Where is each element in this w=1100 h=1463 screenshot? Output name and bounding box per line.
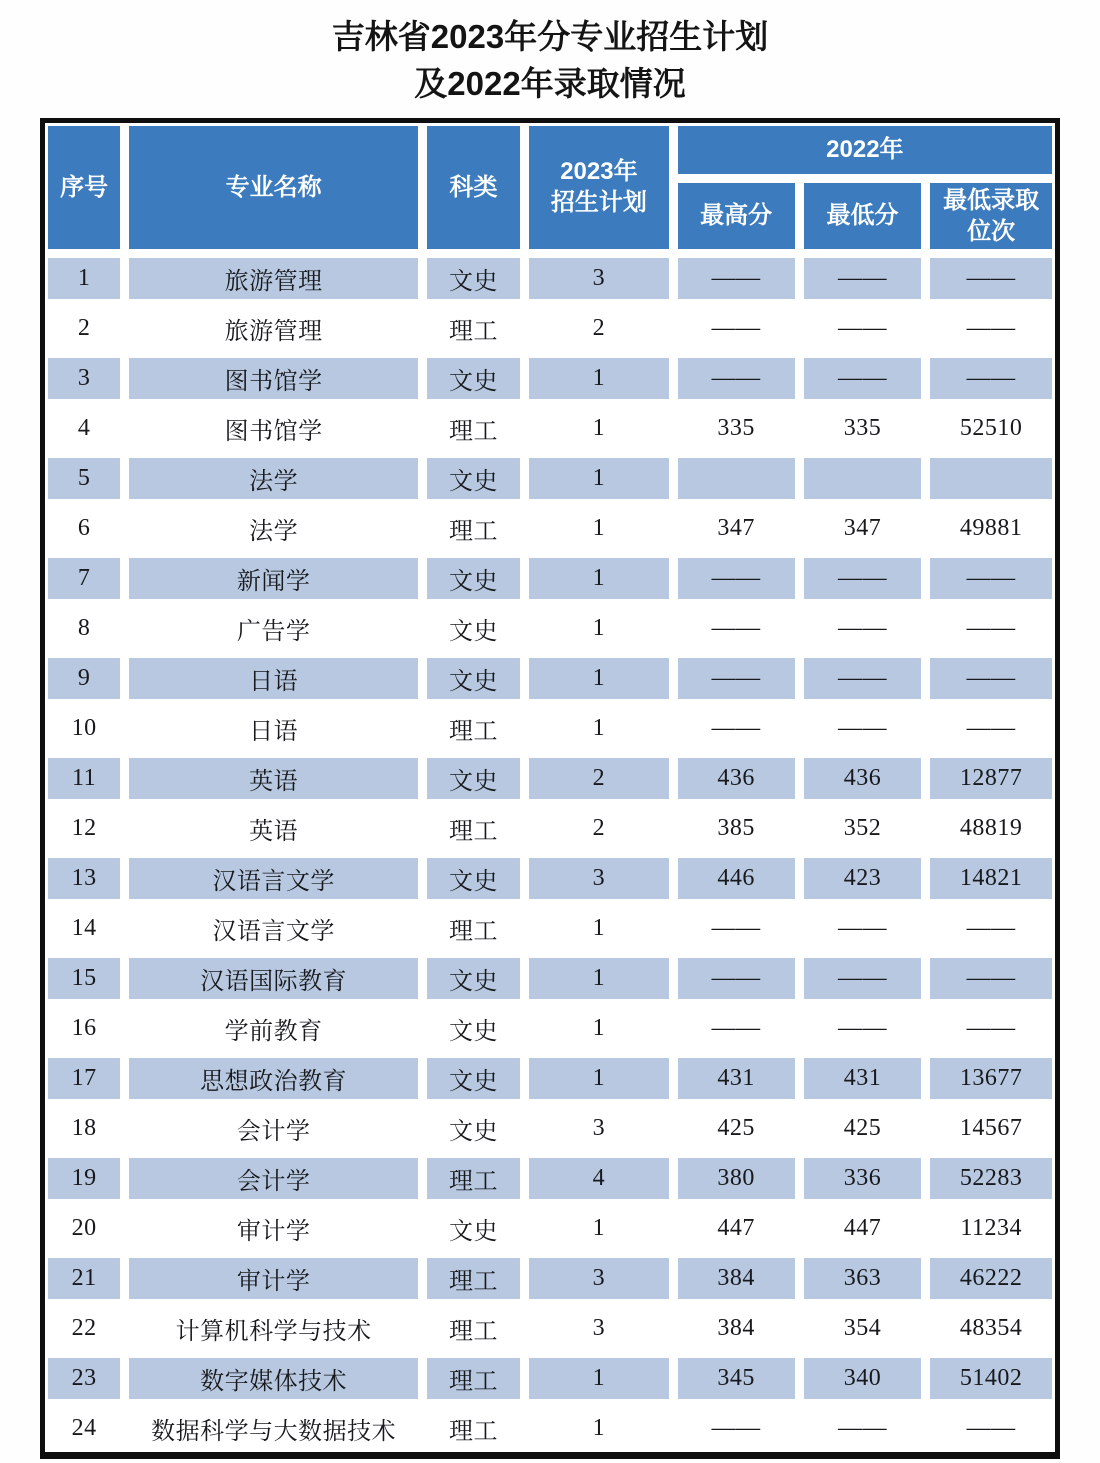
- cell-category: 理工: [427, 508, 520, 549]
- cell-plan-2023: 1: [529, 458, 669, 499]
- table-row: [48, 608, 1052, 649]
- cell-max-score: ——: [678, 308, 795, 349]
- cell-category: 理工: [427, 1358, 520, 1399]
- cell-no: 2: [48, 308, 120, 349]
- column-header-min-rank-line2: 位次: [967, 217, 1016, 245]
- cell-major: 广告学: [129, 608, 418, 649]
- cell-min-rank: ——: [930, 258, 1052, 299]
- cell-min-rank: 51402: [930, 1358, 1052, 1399]
- table-row: [48, 558, 1052, 599]
- cell-min-score: ——: [804, 958, 922, 999]
- cell-max-score: 385: [678, 808, 795, 849]
- cell-plan-2023: 1: [529, 558, 669, 599]
- table-row: [48, 1358, 1052, 1399]
- cell-category: 理工: [427, 908, 520, 949]
- cell-major: 旅游管理: [129, 308, 418, 349]
- cell-plan-2023: 2: [529, 308, 669, 349]
- cell-min-score: ——: [804, 658, 922, 699]
- cell-category: 文史: [427, 458, 520, 499]
- cell-major: 汉语言文学: [129, 908, 418, 949]
- table-row: [48, 1208, 1052, 1249]
- column-header-plan-2023-line1: 2023年: [560, 158, 638, 186]
- cell-min-rank: 14567: [930, 1108, 1052, 1149]
- cell-major: 审计学: [129, 1208, 418, 1249]
- table-row: [48, 258, 1052, 299]
- cell-major: 图书馆学: [129, 358, 418, 399]
- cell-no: 13: [48, 858, 120, 899]
- cell-category: 文史: [427, 1208, 520, 1249]
- cell-plan-2023: 3: [529, 1308, 669, 1349]
- cell-max-score: ——: [678, 558, 795, 599]
- cell-category: 文史: [427, 958, 520, 999]
- cell-min-score: 447: [804, 1208, 922, 1249]
- cell-no: 11: [48, 758, 120, 799]
- cell-min-rank: ——: [930, 358, 1052, 399]
- cell-no: 14: [48, 908, 120, 949]
- cell-plan-2023: 1: [529, 708, 669, 749]
- admissions-table-frame: [40, 118, 1060, 1459]
- cell-plan-2023: 1: [529, 1058, 669, 1099]
- cell-major: 审计学: [129, 1258, 418, 1299]
- cell-plan-2023: 1: [529, 608, 669, 649]
- cell-major: 计算机科学与技术: [129, 1308, 418, 1349]
- column-header-min-rank-line1: 最低录取: [943, 186, 1040, 214]
- cell-min-score: [804, 458, 922, 499]
- column-header-plan-2023: [529, 126, 669, 249]
- cell-no: 10: [48, 708, 120, 749]
- cell-min-rank: 14821: [930, 858, 1052, 899]
- cell-no: 15: [48, 958, 120, 999]
- table-row: [48, 1308, 1052, 1349]
- cell-plan-2023: 1: [529, 1408, 669, 1449]
- cell-no: 5: [48, 458, 120, 499]
- table-row: [48, 1258, 1052, 1299]
- table-row: [48, 1008, 1052, 1049]
- cell-plan-2023: 1: [529, 958, 669, 999]
- cell-min-score: 425: [804, 1108, 922, 1149]
- table-row: [48, 1058, 1052, 1099]
- cell-major: 会计学: [129, 1108, 418, 1149]
- table-row: [48, 808, 1052, 849]
- cell-plan-2023: 2: [529, 758, 669, 799]
- cell-major: 学前教育: [129, 1008, 418, 1049]
- table-row: [48, 308, 1052, 349]
- cell-plan-2023: 1: [529, 508, 669, 549]
- cell-category: 文史: [427, 758, 520, 799]
- cell-major: 数据科学与大数据技术: [129, 1408, 418, 1449]
- cell-plan-2023: 2: [529, 808, 669, 849]
- cell-max-score: 384: [678, 1258, 795, 1299]
- cell-no: 1: [48, 258, 120, 299]
- cell-major: 汉语言文学: [129, 858, 418, 899]
- cell-min-rank: ——: [930, 958, 1052, 999]
- cell-no: 21: [48, 1258, 120, 1299]
- cell-min-rank: ——: [930, 708, 1052, 749]
- cell-no: 8: [48, 608, 120, 649]
- cell-max-score: ——: [678, 658, 795, 699]
- cell-no: 20: [48, 1208, 120, 1249]
- column-header-category: 科类: [427, 126, 520, 249]
- cell-min-score: 436: [804, 758, 922, 799]
- cell-min-score: 347: [804, 508, 922, 549]
- table-row: [48, 358, 1052, 399]
- cell-min-score: ——: [804, 308, 922, 349]
- cell-max-score: ——: [678, 958, 795, 999]
- cell-max-score: 380: [678, 1158, 795, 1199]
- cell-min-score: 431: [804, 1058, 922, 1099]
- cell-no: 6: [48, 508, 120, 549]
- column-header-plan-2023-line2: 招生计划: [550, 189, 647, 217]
- table-row: [48, 858, 1052, 899]
- cell-min-score: ——: [804, 558, 922, 599]
- cell-major: 图书馆学: [129, 408, 418, 449]
- cell-max-score: 447: [678, 1208, 795, 1249]
- column-header-min-score: 最低分: [804, 183, 922, 249]
- cell-plan-2023: 1: [529, 1208, 669, 1249]
- table-row: [48, 508, 1052, 549]
- cell-major: 日语: [129, 658, 418, 699]
- cell-min-rank: ——: [930, 908, 1052, 949]
- cell-min-rank: ——: [930, 1008, 1052, 1049]
- cell-major: 汉语国际教育: [129, 958, 418, 999]
- cell-max-score: ——: [678, 358, 795, 399]
- cell-max-score: 431: [678, 1058, 795, 1099]
- table-row: [48, 1158, 1052, 1199]
- cell-no: 19: [48, 1158, 120, 1199]
- cell-no: 3: [48, 358, 120, 399]
- cell-category: 理工: [427, 1158, 520, 1199]
- cell-category: 文史: [427, 1108, 520, 1149]
- cell-no: 17: [48, 1058, 120, 1099]
- cell-plan-2023: 3: [529, 1258, 669, 1299]
- cell-min-rank: ——: [930, 1408, 1052, 1449]
- cell-min-rank: 46222: [930, 1258, 1052, 1299]
- column-header-no: 序号: [48, 126, 120, 249]
- table-row: [48, 458, 1052, 499]
- cell-min-rank: ——: [930, 558, 1052, 599]
- cell-min-rank: 11234: [930, 1208, 1052, 1249]
- cell-category: 理工: [427, 808, 520, 849]
- column-header-year-2022: 2022年: [678, 126, 1052, 174]
- cell-category: 文史: [427, 258, 520, 299]
- cell-plan-2023: 1: [529, 358, 669, 399]
- table-row: [48, 1408, 1052, 1449]
- cell-min-rank: 52283: [930, 1158, 1052, 1199]
- cell-max-score: ——: [678, 1408, 795, 1449]
- cell-min-score: ——: [804, 1408, 922, 1449]
- cell-no: 4: [48, 408, 120, 449]
- cell-max-score: ——: [678, 258, 795, 299]
- cell-min-score: 340: [804, 1358, 922, 1399]
- table-row: [48, 658, 1052, 699]
- column-header-min-rank: [930, 183, 1052, 249]
- cell-max-score: ——: [678, 908, 795, 949]
- page-title: [0, 0, 1100, 108]
- page-title-line2: 及2022年录取情况: [414, 64, 686, 102]
- table-row: [48, 908, 1052, 949]
- table-row: [48, 1108, 1052, 1149]
- cell-plan-2023: 3: [529, 858, 669, 899]
- cell-category: 理工: [427, 308, 520, 349]
- admissions-table: [40, 118, 1060, 1458]
- cell-category: 文史: [427, 1008, 520, 1049]
- cell-min-rank: ——: [930, 608, 1052, 649]
- cell-category: 理工: [427, 408, 520, 449]
- column-header-major: 专业名称: [129, 126, 418, 249]
- cell-no: 9: [48, 658, 120, 699]
- cell-min-rank: 12877: [930, 758, 1052, 799]
- cell-min-score: 352: [804, 808, 922, 849]
- cell-plan-2023: 1: [529, 408, 669, 449]
- cell-category: 理工: [427, 1308, 520, 1349]
- cell-plan-2023: 1: [529, 1008, 669, 1049]
- cell-min-rank: 13677: [930, 1058, 1052, 1099]
- cell-major: 法学: [129, 458, 418, 499]
- cell-min-score: 354: [804, 1308, 922, 1349]
- column-header-max-score: 最高分: [678, 183, 795, 249]
- cell-no: 7: [48, 558, 120, 599]
- cell-major: 英语: [129, 808, 418, 849]
- table-row: [48, 408, 1052, 449]
- cell-max-score: 335: [678, 408, 795, 449]
- cell-min-rank: 48354: [930, 1308, 1052, 1349]
- cell-min-rank: 49881: [930, 508, 1052, 549]
- cell-max-score: ——: [678, 1008, 795, 1049]
- cell-plan-2023: 3: [529, 258, 669, 299]
- cell-major: 法学: [129, 508, 418, 549]
- cell-min-score: 363: [804, 1258, 922, 1299]
- cell-category: 文史: [427, 558, 520, 599]
- cell-min-score: ——: [804, 1008, 922, 1049]
- cell-no: 16: [48, 1008, 120, 1049]
- cell-category: 文史: [427, 358, 520, 399]
- cell-plan-2023: 1: [529, 1358, 669, 1399]
- cell-max-score: [678, 458, 795, 499]
- cell-min-score: ——: [804, 608, 922, 649]
- cell-no: 12: [48, 808, 120, 849]
- cell-max-score: ——: [678, 708, 795, 749]
- cell-major: 会计学: [129, 1158, 418, 1199]
- cell-max-score: ——: [678, 608, 795, 649]
- cell-min-rank: ——: [930, 658, 1052, 699]
- cell-plan-2023: 4: [529, 1158, 669, 1199]
- cell-no: 18: [48, 1108, 120, 1149]
- cell-no: 24: [48, 1408, 120, 1449]
- cell-category: 文史: [427, 1058, 520, 1099]
- table-body: [48, 258, 1052, 1449]
- cell-plan-2023: 3: [529, 1108, 669, 1149]
- cell-plan-2023: 1: [529, 908, 669, 949]
- page-title-line1: 吉林省2023年分专业招生计划: [331, 18, 769, 55]
- cell-category: 文史: [427, 658, 520, 699]
- cell-min-rank: [930, 458, 1052, 499]
- cell-category: 理工: [427, 708, 520, 749]
- table-row: [48, 708, 1052, 749]
- cell-no: 22: [48, 1308, 120, 1349]
- cell-major: 日语: [129, 708, 418, 749]
- table-row: [48, 958, 1052, 999]
- cell-category: 文史: [427, 608, 520, 649]
- cell-major: 旅游管理: [129, 258, 418, 299]
- cell-max-score: 347: [678, 508, 795, 549]
- cell-major: 英语: [129, 758, 418, 799]
- cell-min-score: ——: [804, 908, 922, 949]
- table-row: [48, 758, 1052, 799]
- cell-no: 23: [48, 1358, 120, 1399]
- cell-category: 理工: [427, 1408, 520, 1449]
- cell-min-rank: 48819: [930, 808, 1052, 849]
- cell-plan-2023: 1: [529, 658, 669, 699]
- cell-min-rank: 52510: [930, 408, 1052, 449]
- cell-min-score: ——: [804, 708, 922, 749]
- cell-max-score: 436: [678, 758, 795, 799]
- cell-min-score: ——: [804, 258, 922, 299]
- cell-min-score: 423: [804, 858, 922, 899]
- cell-max-score: 384: [678, 1308, 795, 1349]
- cell-min-score: ——: [804, 358, 922, 399]
- cell-max-score: 425: [678, 1108, 795, 1149]
- cell-min-rank: ——: [930, 308, 1052, 349]
- cell-major: 新闻学: [129, 558, 418, 599]
- cell-max-score: 345: [678, 1358, 795, 1399]
- cell-major: 思想政治教育: [129, 1058, 418, 1099]
- cell-category: 理工: [427, 1258, 520, 1299]
- cell-min-score: 335: [804, 408, 922, 449]
- cell-major: 数字媒体技术: [129, 1358, 418, 1399]
- cell-category: 文史: [427, 858, 520, 899]
- cell-max-score: 446: [678, 858, 795, 899]
- cell-min-score: 336: [804, 1158, 922, 1199]
